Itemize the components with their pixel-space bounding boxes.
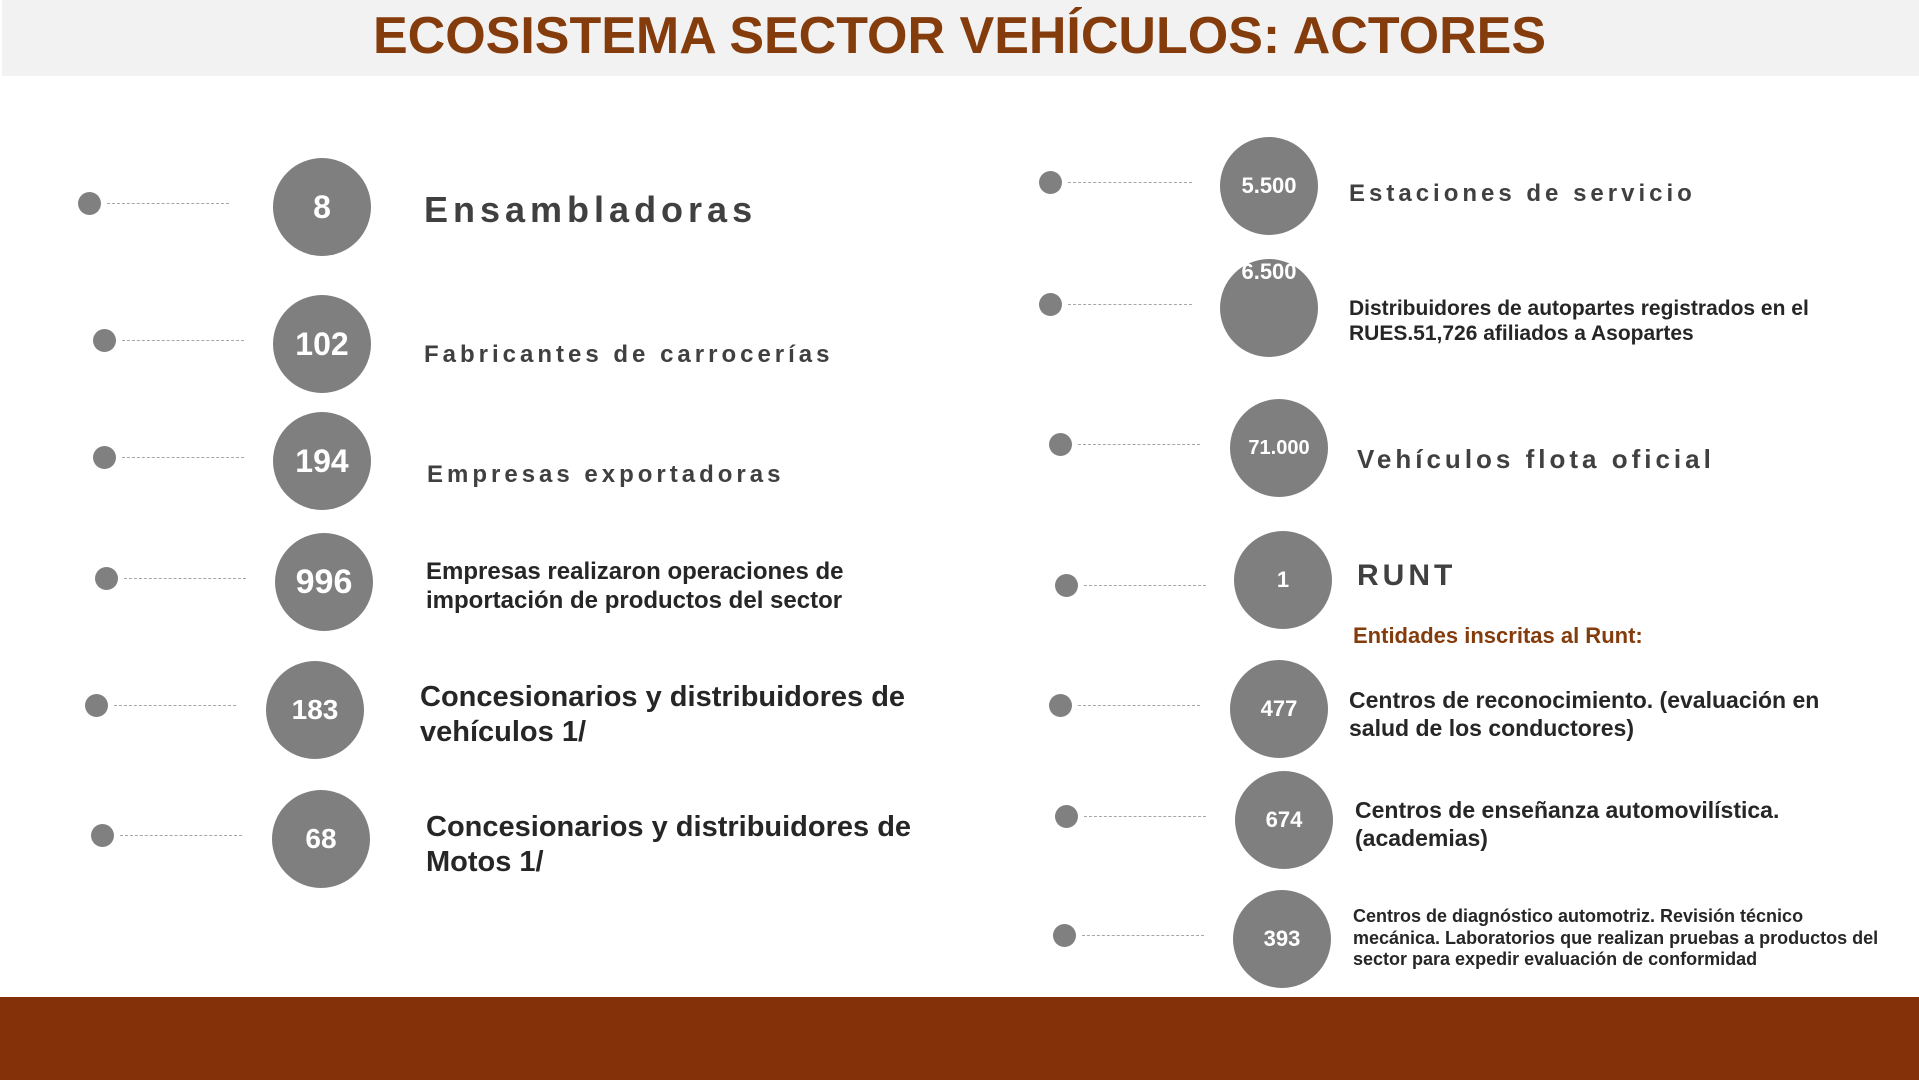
count-circle: 8 xyxy=(273,158,371,256)
connector-line xyxy=(107,203,229,204)
count-circle: 477 xyxy=(1230,660,1328,758)
count-circle: 1 xyxy=(1234,531,1332,629)
bullet-dot xyxy=(1055,574,1078,597)
actor-label: Centros de diagnóstico automotriz. Revisión técnico mecánica. Laboratorios que realizan pruebas a productos del sector para expedir evaluación de conformidad xyxy=(1353,906,1879,970)
bullet-dot xyxy=(93,446,116,469)
count-circle: 674 xyxy=(1235,771,1333,869)
actor-label: RUNT xyxy=(1357,559,1457,592)
connector-line xyxy=(1068,304,1192,305)
bullet-dot xyxy=(95,567,118,590)
connector-line xyxy=(1084,585,1206,586)
connector-line xyxy=(124,578,246,579)
count-circle: 102 xyxy=(273,295,371,393)
count-circle: 393 xyxy=(1233,890,1331,988)
actor-label: Empresas realizaron operaciones de importación de productos del sector xyxy=(426,558,844,614)
actor-label: Concesionarios y distribuidores de Motos 1/ xyxy=(426,811,912,878)
actor-label: Centros de reconocimiento. (evaluación en salud de los conductores) xyxy=(1349,687,1820,741)
connector-line xyxy=(122,340,244,341)
bullet-dot xyxy=(1049,433,1072,456)
bullet-dot xyxy=(1055,805,1078,828)
bullet-dot xyxy=(85,694,108,717)
bullet-dot xyxy=(1049,694,1072,717)
connector-line xyxy=(1082,935,1204,936)
footer-bar xyxy=(0,997,1919,1080)
actor-label: Ensambladoras xyxy=(424,189,758,230)
count-circle: 5.500 xyxy=(1220,137,1318,235)
actor-label: Fabricantes de carrocerías xyxy=(424,341,834,368)
page-title: ECOSISTEMA SECTOR VEHÍCULOS: ACTORES xyxy=(372,7,1547,65)
count-circle: 996 xyxy=(275,533,373,631)
actor-label: Estaciones de servicio xyxy=(1349,180,1696,207)
count-circle: 6.500 xyxy=(1220,259,1318,357)
count-circle: 68 xyxy=(272,790,370,888)
bullet-dot xyxy=(1053,924,1076,947)
bullet-dot xyxy=(91,824,114,847)
connector-line xyxy=(1078,705,1200,706)
bullet-dot xyxy=(1039,293,1062,316)
bullet-dot xyxy=(78,192,101,215)
actor-label: Vehículos flota oficial xyxy=(1357,444,1715,474)
connector-line xyxy=(1078,444,1200,445)
connector-line xyxy=(114,705,236,706)
connector-line xyxy=(1084,816,1206,817)
count-circle: 71.000 xyxy=(1230,399,1328,497)
actor-label: Concesionarios y distribuidores de vehículos 1/ xyxy=(420,681,906,748)
connector-line xyxy=(122,457,244,458)
bullet-dot xyxy=(93,329,116,352)
count-circle: 194 xyxy=(273,412,371,510)
runt-subheading: Entidades inscritas al Runt: xyxy=(1353,623,1643,648)
actor-label: Empresas exportadoras xyxy=(427,461,785,488)
actor-label: Centros de enseñanza automovilística. (academias) xyxy=(1355,797,1780,851)
connector-line xyxy=(120,835,242,836)
connector-line xyxy=(1068,182,1192,183)
actor-label: Distribuidores de autopartes registrados en el RUES.51,726 afiliados a Asopartes xyxy=(1349,297,1809,346)
count-circle: 183 xyxy=(266,661,364,759)
bullet-dot xyxy=(1039,171,1062,194)
